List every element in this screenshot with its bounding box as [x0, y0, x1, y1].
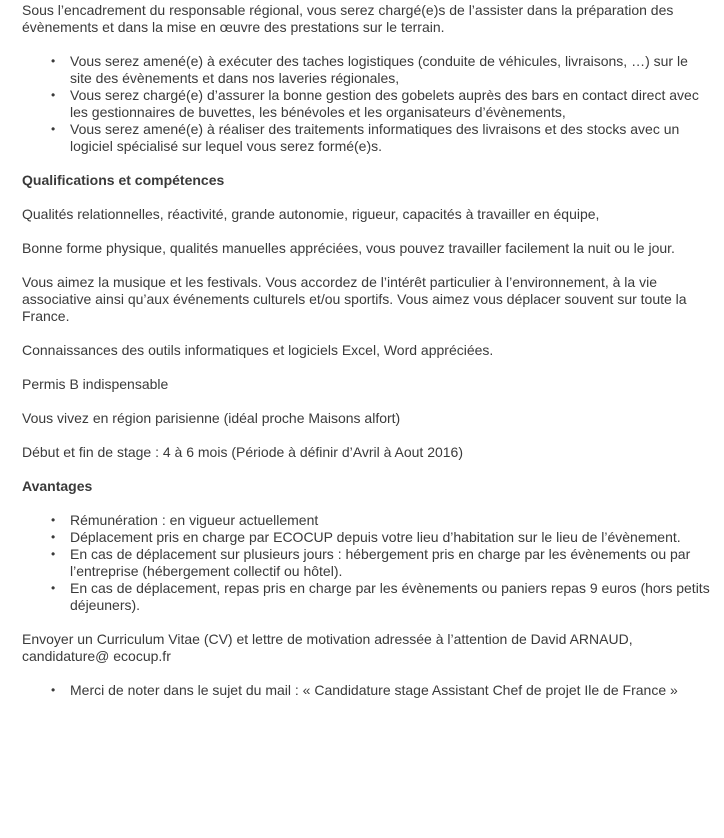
qualifications-paragraph: Permis B indispensable: [22, 376, 169, 392]
qualifications-paragraph: Vous vivez en région parisienne (idéal proche Maisons alfort): [22, 410, 401, 426]
list-item: • Rémunération : en vigueur actuellement: [51, 512, 319, 528]
list-item: • En cas de déplacement, repas pris en charge par les évènements ou paniers repas 9 euros (hors petits déjeuners).: [51, 580, 710, 613]
qualifications-paragraph: Vous aimez la musique et les festivals. Vous accordez de l’intérêt particulier à l’environnement, à la vie associative ainsi qu’aux événements culturels et/ou sportifs. Vous aimez vous déplacer souvent sur toute la France.: [22, 274, 687, 324]
bullet-icon: •: [51, 581, 56, 595]
bullet-icon: •: [51, 54, 56, 68]
list-item: • Merci de noter dans le sujet du mail : « Candidature stage Assistant Chef de projet Ile de France »: [51, 682, 678, 698]
qualifications-paragraph: Qualités relationnelles, réactivité, grande autonomie, rigueur, capacités à travailler en équipe,: [22, 206, 600, 222]
qualifications-heading: Qualifications et compétences: [22, 172, 225, 188]
list-item: • En cas de déplacement sur plusieurs jours : hébergement pris en charge par les évènements ou par l’entreprise (hébergement collectif ou hôtel).: [51, 546, 691, 579]
bullet-icon: •: [51, 122, 56, 136]
bullet-icon: •: [51, 530, 56, 544]
list-item: • Vous serez amené(e) à exécuter des taches logistiques (conduite de véhicules, livraisons, …) sur le site des évènements et dans nos laveries régionales,: [51, 53, 688, 86]
missions-list: [22, 53, 712, 155]
qualifications-paragraph: Début et fin de stage : 4 à 6 mois (Période à définir d’Avril à Aout 2016): [22, 444, 463, 460]
list-item: • Vous serez chargé(e) d’assurer la bonne gestion des gobelets auprès des bars en contact direct avec les gestionnaires de buvettes, les bénévoles et les organisateurs d’évènements,: [51, 87, 699, 120]
bullet-icon: •: [51, 513, 56, 527]
intro-paragraph: Sous l’encadrement du responsable régional, vous serez chargé(e)s de l’assister dans la préparation des évènements et dans la mise en œuvre des prestations sur le terrain.: [22, 2, 674, 35]
avantages-heading: Avantages: [22, 478, 93, 494]
qualifications-paragraph: Bonne forme physique, qualités manuelles appréciées, vous pouvez travailler facilement la nuit ou le jour.: [22, 240, 675, 256]
list-item: • Vous serez amené(e) à réaliser des traitements informatiques des livraisons et des stocks avec un logiciel spécialisé sur lequel vous serez formé(e)s.: [51, 121, 680, 154]
qualifications-paragraph: Connaissances des outils informatiques et logiciels Excel, Word appréciées.: [22, 342, 494, 358]
bullet-icon: •: [51, 547, 56, 561]
list-item: • Déplacement pris en charge par ECOCUP depuis votre lieu d’habitation sur le lieu de l’évènement.: [51, 529, 681, 545]
avantages-list: [22, 512, 712, 614]
notes-list: [22, 682, 712, 699]
contact-paragraph: Envoyer un Curriculum Vitae (CV) et lettre de motivation adressée à l’attention de David ARNAUD, candidature@ ecocup.fr: [22, 631, 633, 664]
bullet-icon: •: [51, 683, 56, 697]
bullet-icon: •: [51, 88, 56, 102]
